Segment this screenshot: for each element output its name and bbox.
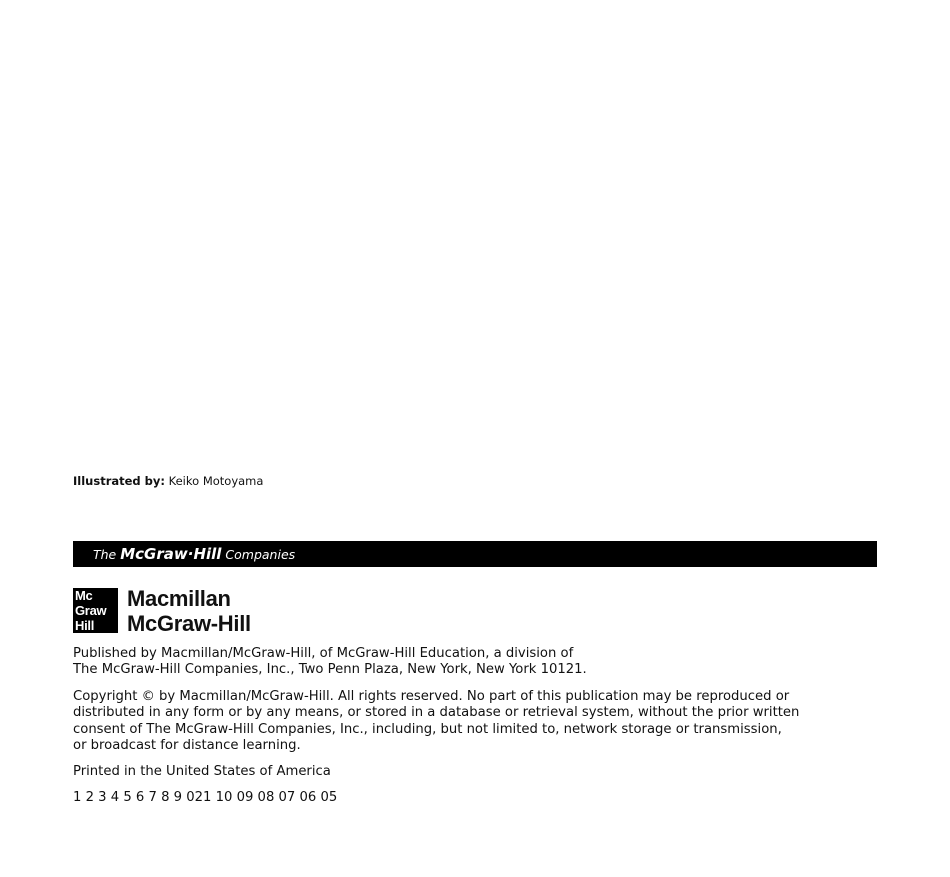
copyright-notice bbox=[73, 689, 881, 754]
publisher-statement bbox=[73, 646, 881, 679]
publisher-statement-line: The McGraw-Hill Companies, Inc., Two Penn Plaza, New York, New York 10121. bbox=[73, 662, 587, 678]
logo-wordmark bbox=[127, 586, 251, 636]
copyright-line: Copyright © by Macmillan/McGraw-Hill. All rights reserved. No part of this publication may be reproduced or bbox=[73, 689, 790, 704]
illustrator-credit-label: Illustrated by: bbox=[73, 474, 165, 488]
mcgraw-hill-logo-mark bbox=[73, 588, 118, 633]
print-run-numbers: 1 2 3 4 5 6 7 8 9 021 10 09 08 07 06 05 bbox=[73, 790, 338, 805]
banner-suffix: Companies bbox=[225, 547, 296, 562]
illustrator-name: Keiko Motoyama bbox=[168, 474, 264, 488]
logo-mark-line: Mc bbox=[75, 588, 93, 603]
copyright-line: consent of The McGraw-Hill Companies, Inc., including, but not limited to, network storage or transmission, bbox=[73, 721, 782, 737]
banner-brand: McGraw·Hill bbox=[120, 545, 222, 563]
logo-wordmark-line: McGraw-Hill bbox=[127, 611, 251, 636]
printed-in-notice: Printed in the United States of America bbox=[73, 764, 331, 779]
banner-prefix: The bbox=[93, 547, 117, 562]
illustrator-credit bbox=[73, 474, 263, 488]
publisher-banner bbox=[73, 541, 877, 567]
logo-mark-line: Hill bbox=[75, 618, 95, 633]
copyright-line: distributed in any form or by any means, or stored in a database or retrieval system, without the prior written bbox=[73, 705, 800, 721]
logo-mark-line: Graw bbox=[75, 603, 107, 618]
publisher-logo bbox=[73, 588, 273, 634]
publisher-statement-line: Published by Macmillan/McGraw-Hill, of McGraw-Hill Education, a division of bbox=[73, 646, 574, 661]
copyright-line: or broadcast for distance learning. bbox=[73, 737, 301, 753]
logo-wordmark-line: Macmillan bbox=[127, 586, 231, 611]
publisher-banner-text bbox=[93, 545, 295, 564]
